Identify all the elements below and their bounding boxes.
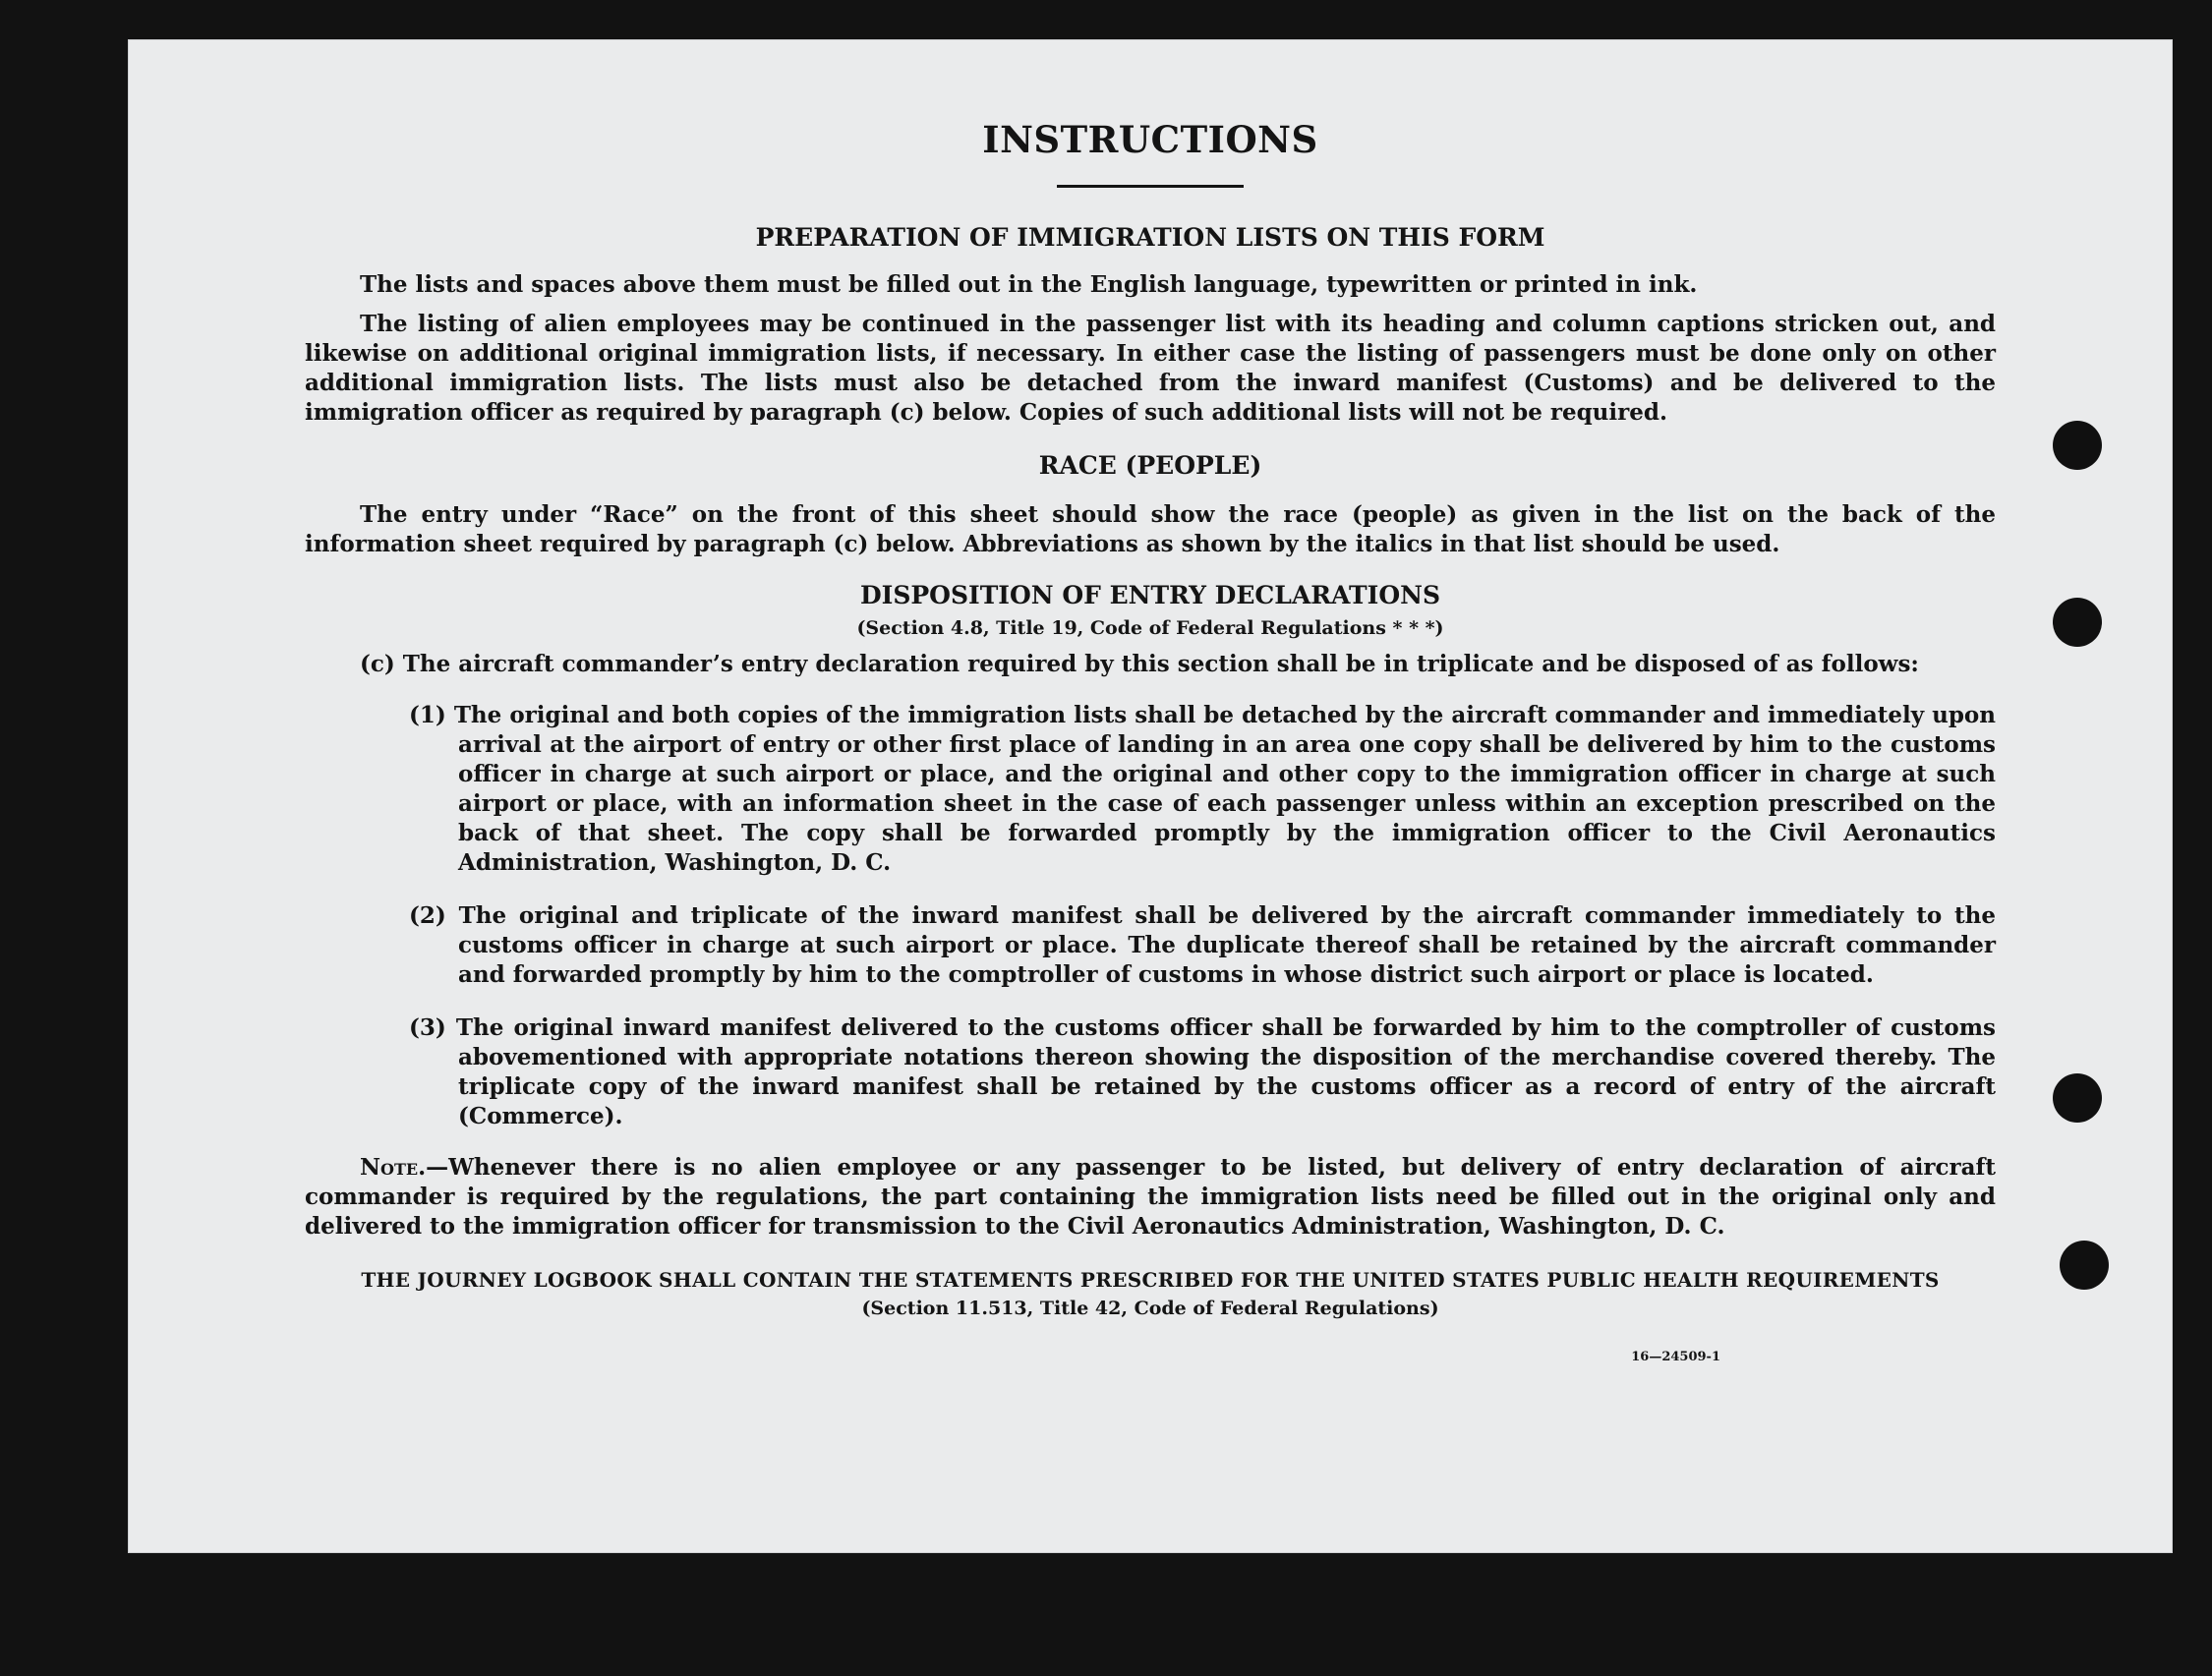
health-citation: (Section 11.513, Title 42, Code of Federal Regulations) <box>861 1298 1439 1319</box>
disposition-item-1: (1) The original and both copies of the immigration lists shall be detached by the aircraft commander and immediately upon arrival at the airport of entry or other first place of landing in an area one copy shall be delivered by him to the customs officer in charge at such airport or place, and the original and other copy to the immigration officer in charge at such airport or place, with an information sheet in the case of each passenger unless within an exception prescribed on the back of that sheet. The copy shall be forwarded promptly by the immigration officer to the Civil Aeronautics Administration, Washington, D. C. <box>409 702 1996 876</box>
punch-hole-2 <box>2053 598 2102 647</box>
health-statement: THE JOURNEY LOGBOOK SHALL CONTAIN THE STATEMENTS PRESCRIBED FOR THE UNITED STATES PUBLIC HEALTH REQUIREMENTS <box>361 1268 1940 1292</box>
preparation-heading: PREPARATION OF IMMIGRATION LISTS ON THIS FORM <box>755 223 1545 252</box>
note-text: —Whenever there is no alien employee or any passenger to be listed, but delivery of entry declaration of aircraft commander is required by the regulations, the part containing the immigration lists need be filled out in the original only and delivered to the immigration officer for transmission to the Civil Aeronautics Administration, Washington, D. C. <box>305 1154 1996 1240</box>
punch-hole-3 <box>2053 1073 2102 1123</box>
race-heading: RACE (PEOPLE) <box>1038 451 1262 480</box>
form-code: 16—24509-1 <box>1631 1350 1720 1364</box>
page-title: INSTRUCTIONS <box>982 118 1318 161</box>
race-paragraph: The entry under “Race” on the front of this sheet should show the race (people) as given in the list on the back of the information sheet required by paragraph (c) below. Abbreviations as shown by the italics in that list should be used. <box>305 501 1996 557</box>
note-paragraph <box>305 1153 1996 1242</box>
instructions-content <box>305 118 1996 1364</box>
disposition-intro: (c) The aircraft commander’s entry declaration required by this section shall be in triplicate and be disposed of as follows: <box>360 651 1919 677</box>
disposition-item-3: (3) The original inward manifest delivered to the customs officer shall be forwarded by him to the comptroller of customs abovementioned with appropriate notations thereon showing the disposition of the merchandise covered thereby. The triplicate copy of the inward manifest shall be retained by the customs officer as a record of entry of the aircraft (Commerce). <box>409 1014 1996 1129</box>
disposition-heading: DISPOSITION OF ENTRY DECLARATIONS <box>859 581 1441 609</box>
disposition-item-2: (2) The original and triplicate of the inward manifest shall be delivered by the aircraft commander immediately to the customs officer in charge at such airport or place. The duplicate thereof shall be retained by the aircraft commander and forwarded promptly by him to the comptroller of customs in whose district such airport or place is located. <box>409 902 1996 988</box>
document-page <box>128 39 2173 1553</box>
preparation-paragraph-1: The lists and spaces above them must be filled out in the English language, typewritten or printed in ink. <box>360 271 1698 298</box>
preparation-paragraph-2: The listing of alien employees may be continued in the passenger list with its heading and column captions stricken out, and likewise on additional original immigration lists, if necessary. In either case the listing of passengers must be done only on other additional immigration lists. The lists must also be detached from the inward manifest (Customs) and be delivered to the immigration officer as required by paragraph (c) below. Copies of such additional lists will not be required. <box>305 311 1996 426</box>
disposition-citation: (Section 4.8, Title 19, Code of Federal Regulations * * *) <box>856 617 1444 639</box>
punch-hole-4 <box>2060 1241 2109 1290</box>
note-label: Note. <box>360 1154 427 1181</box>
title-underline <box>1057 185 1244 188</box>
punch-hole-1 <box>2053 421 2102 470</box>
